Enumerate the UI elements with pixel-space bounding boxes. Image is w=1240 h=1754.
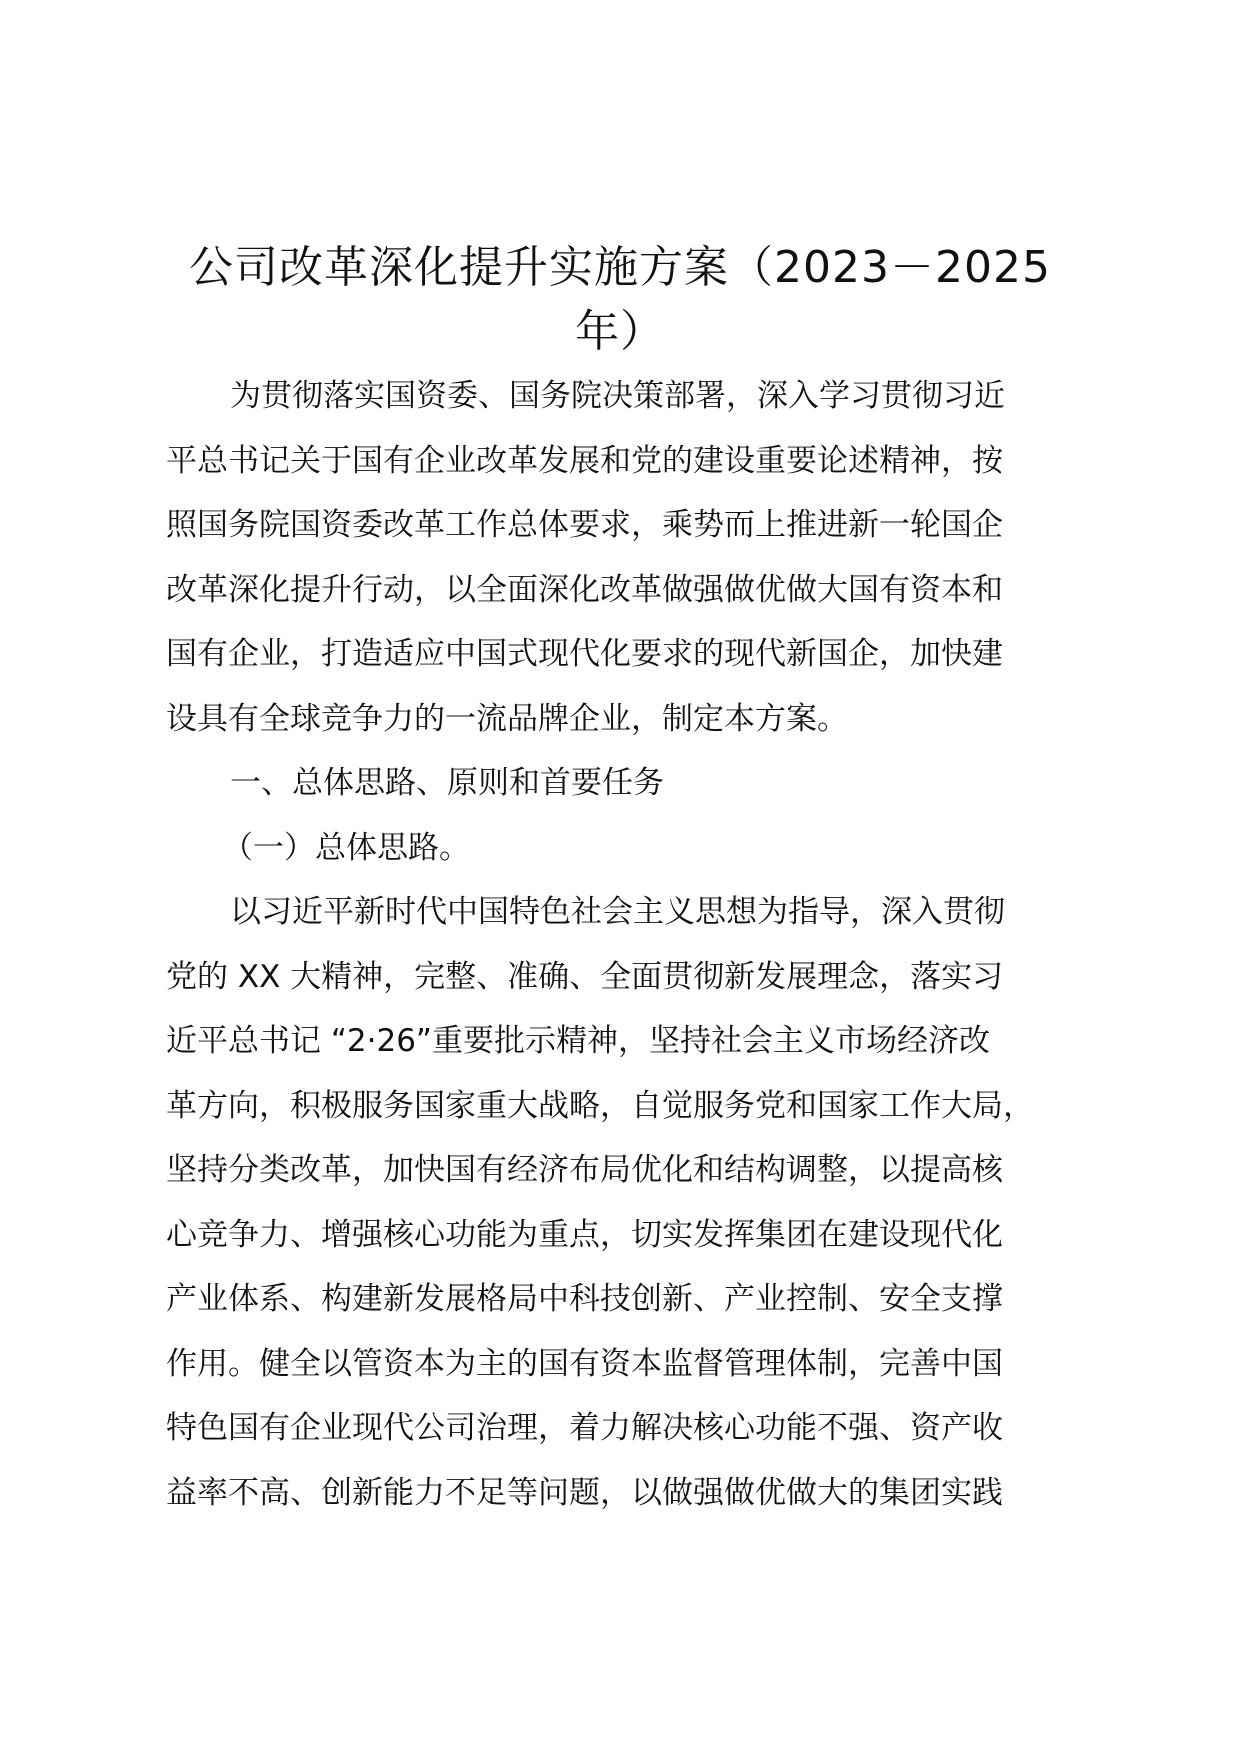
paragraph-line: 国有企业，打造适应中国式现代化要求的现代新国企，加快建 xyxy=(166,636,1003,672)
subsection-heading: （一）总体思路。 xyxy=(222,829,470,866)
paragraph-line: 以习近平新时代中国特色社会主义思想为指导，深入贯彻 xyxy=(230,894,1005,930)
paragraph-line: 党的 XX 大精神，完整、准确、全面贯彻新发展理念，落实习 xyxy=(166,958,1004,995)
paragraph-line: 革方向，积极服务国家重大战略，自觉服务党和国家工作大局， xyxy=(166,1087,1034,1124)
document-title-line-1: 公司改革深化提升实施方案（2023－2025 xyxy=(189,242,1051,293)
paragraph-line: 产业体系、构建新发展格局中科技创新、产业控制、安全支撑 xyxy=(166,1281,1003,1317)
paragraph-line: 设具有全球竞争力的一流品牌企业，制定本方案。 xyxy=(166,700,848,737)
paragraph-line: 坚持分类改革，加快国有经济布局优化和结构调整，以提高核 xyxy=(166,1152,1003,1188)
paragraph-line: 照国务院国资委改革工作总体要求，乘势而上推进新一轮国企 xyxy=(166,507,1003,543)
section-heading: 一、总体思路、原则和首要任务 xyxy=(230,765,664,801)
document-title xyxy=(150,236,1090,364)
paragraph-line: 为贯彻落实国资委、国务院决策部署，深入学习贯彻习近 xyxy=(230,378,1005,414)
paragraph-line: 作用。健全以管资本为主的国有资本监督管理体制，完善中国 xyxy=(166,1345,1003,1382)
intro-paragraph xyxy=(166,364,1086,751)
overall-approach-paragraph xyxy=(166,880,1086,1525)
document-title-line-2: 年） xyxy=(575,306,665,357)
document-body xyxy=(166,364,1086,1525)
paragraph-line: 平总书记关于国有企业改革发展和党的建设重要论述精神，按 xyxy=(166,442,1003,479)
paragraph-line: 改革深化提升行动，以全面深化改革做强做优做大国有资本和 xyxy=(166,571,1003,608)
paragraph-line: 益率不高、创新能力不足等问题，以做强做优做大的集团实践 xyxy=(166,1474,1003,1511)
paragraph-line: 特色国有企业现代公司治理，着力解决核心功能不强、资产收 xyxy=(166,1410,1003,1446)
paragraph-line: 心竞争力、增强核心功能为重点，切实发挥集团在建设现代化 xyxy=(166,1216,1003,1253)
paragraph-line: 近平总书记 “2·26”重要批示精神，坚持社会主义市场经济改 xyxy=(166,1023,990,1059)
